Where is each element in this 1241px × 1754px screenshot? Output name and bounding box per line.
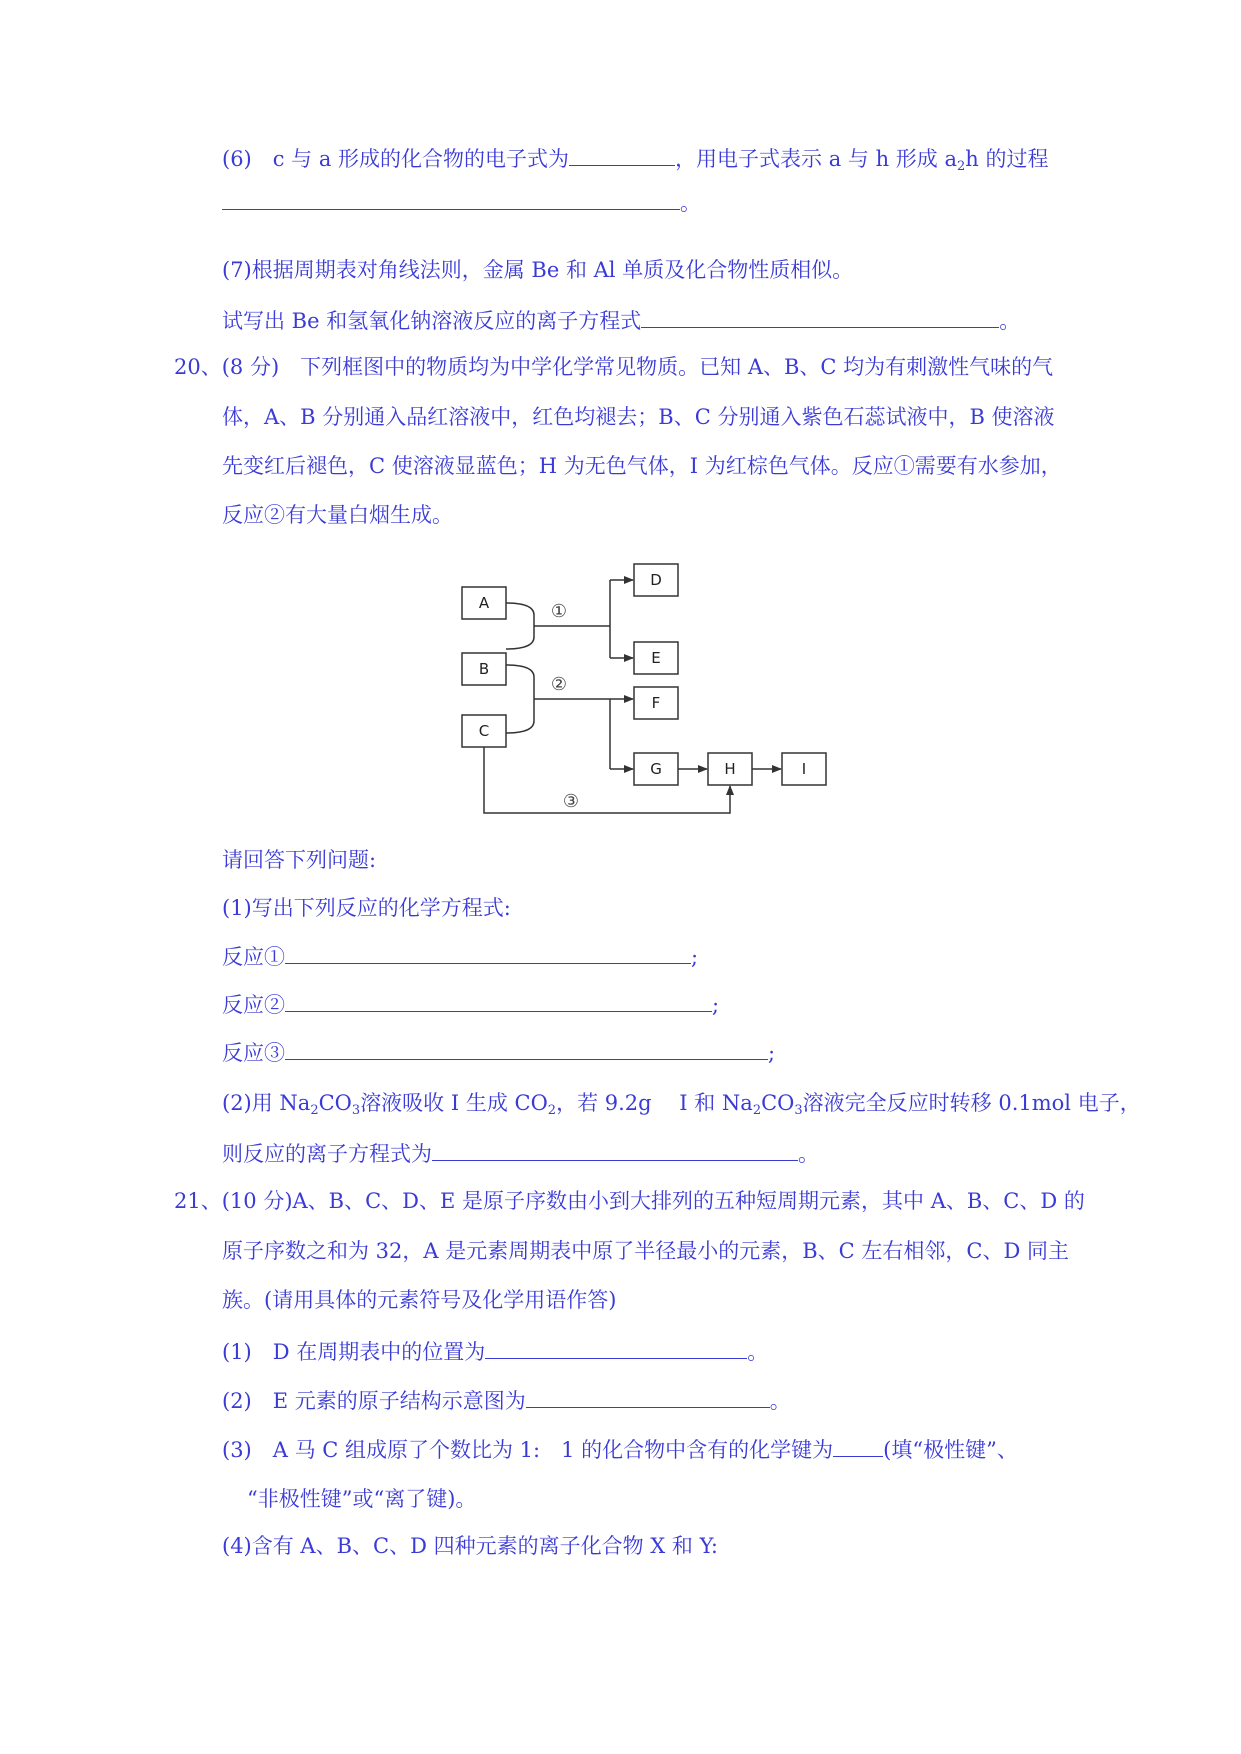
q21-intro-line1: 21、(10 分)A、B、C、D、E 是原子序数由小到大排列的五种短周期元素，其中 A、B、C、D 的: [174, 1189, 1085, 1213]
q20-reaction1: 反应① ;: [222, 941, 698, 972]
q20-intro-line4: 反应②有大量白烟生成。: [222, 503, 453, 527]
answer-blank[interactable]: [569, 143, 675, 166]
q21-part3-line2: “非极性键”或“离了键)。: [247, 1487, 477, 1511]
reaction2-bracket: [506, 665, 534, 733]
answer-blank[interactable]: [222, 187, 680, 210]
label-C: C: [478, 722, 490, 740]
q20-part2-line1: (2)用 $Na_2CO_3$溶液吸收 I 生成 $CO_2$，若 9.2g I 和 $Na_2CO_3$溶液完全反应时转移 0.1mol 电子，: [222, 1091, 1141, 1118]
answer-blank[interactable]: [285, 941, 691, 964]
q19-part6-line2: 。: [222, 187, 701, 218]
reaction-1-marker: ①: [550, 601, 568, 622]
q21-intro-line2: 原子序数之和为 32，A 是元素周期表中原了半径最小的元素，B、C 左右相邻，C、D 同主: [222, 1239, 1069, 1263]
label-H: H: [724, 760, 736, 778]
question-number: 20、: [174, 355, 222, 379]
answer-blank[interactable]: [432, 1138, 798, 1161]
q20-part1-heading: (1)写出下列反应的化学方程式:: [222, 896, 511, 920]
q21-part2: (2) E 元素的原子结构示意图为 。: [222, 1385, 791, 1416]
q19-part6-line1: (6) c 与 a 形成的化合物的电子式为 ，用电子式表示 a 与 h 形成 $a_2h$ 的过程: [222, 143, 1049, 182]
reaction-3-marker: ③: [562, 791, 580, 812]
answer-blank[interactable]: [833, 1434, 883, 1457]
q20-part2-line2: 则反应的离子方程式为 。: [222, 1138, 819, 1169]
label-F: F: [651, 694, 661, 712]
label-B: B: [478, 660, 490, 678]
reaction3-path: [484, 747, 730, 813]
question-number: 21、: [174, 1189, 222, 1213]
reaction-2-marker: ②: [550, 674, 568, 695]
answer-blank[interactable]: [285, 989, 712, 1012]
q20-reaction3: 反应③ ;: [222, 1037, 775, 1068]
reaction-flow-diagram: [450, 555, 830, 830]
answer-blank[interactable]: [526, 1385, 770, 1408]
q21-part4: (4)含有 A、B、C、D 四种元素的离子化合物 X 和 Y:: [222, 1534, 718, 1558]
q20-intro-line1: 20、(8 分) 下列框图中的物质均为中学化学常见物质。已知 A、B、C 均为有刺激性气味的气: [174, 355, 1054, 379]
q20-reaction2: 反应② ;: [222, 989, 719, 1020]
label-A: A: [478, 594, 490, 612]
reaction1-bracket: [506, 603, 534, 649]
q20-intro-line2: 体，A、B 分别通入品红溶液中，红色均褪去；B、C 分别通入紫色石蕊试液中，B 使溶液: [222, 405, 1055, 429]
q21-part1: (1) D 在周期表中的位置为 。: [222, 1336, 768, 1367]
q20-intro-line3: 先变红后褪色，C 使溶液显蓝色；H 为无色气体，I 为红棕色气体。反应①需要有水参加，: [222, 454, 1062, 478]
q21-part3-line1: (3) A 马 C 组成原了个数比为 1: 1 的化合物中含有的化学键为 (填“极性键”、: [222, 1434, 1018, 1465]
answer-blank[interactable]: [485, 1336, 747, 1359]
q20-ask: 请回答下列问题:: [222, 848, 377, 872]
answer-blank[interactable]: [285, 1037, 768, 1060]
label-I: I: [801, 760, 807, 778]
label-D: D: [650, 571, 662, 589]
label-E: E: [651, 649, 661, 667]
q19-part7-line2: 试写出 Be 和氢氧化钠溶液反应的离子方程式 。: [222, 305, 1020, 336]
answer-blank[interactable]: [641, 305, 999, 328]
q21-intro-line3: 族。(请用具体的元素符号及化学用语作答): [222, 1288, 617, 1312]
label-G: G: [650, 760, 662, 778]
q19-part7-line1: (7)根据周期表对角线法则，金属 Be 和 Al 单质及化合物性质相似。: [222, 258, 854, 282]
